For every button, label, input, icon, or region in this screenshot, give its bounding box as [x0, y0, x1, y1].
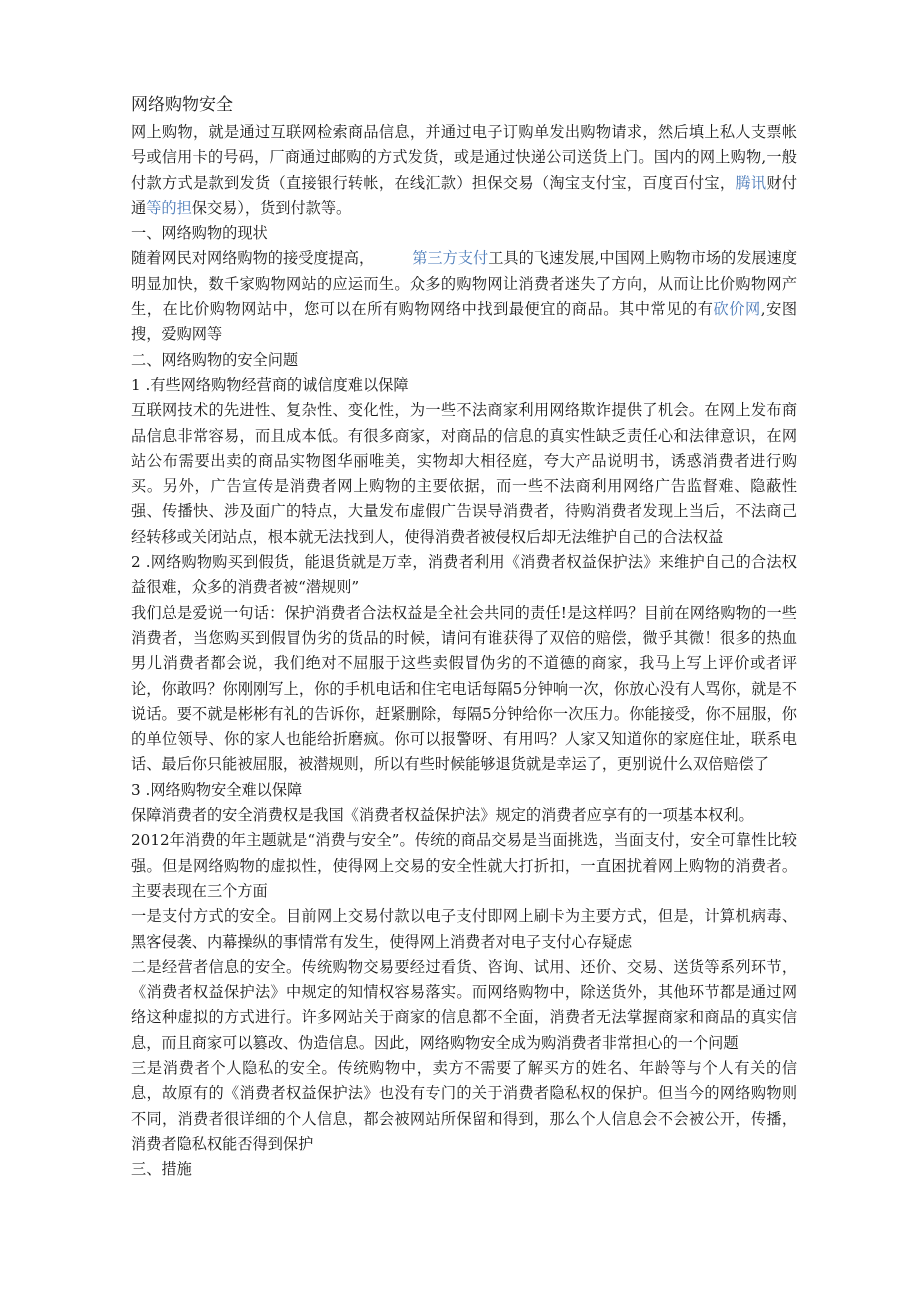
point-payment-security: 一是支付方式的安全。目前网上交易付款以电子支付即网上刷卡为主要方式，但是，计算机病毒、黑客侵袭、内幕操纵的事情常有发生，使得网上消费者对电子支付心存疑虑: [131, 907, 797, 951]
link-kanjia[interactable]: 砍价网: [713, 300, 761, 319]
point-privacy-security: 三是消费者个人隐私的安全。传统购物中，卖方不需要了解买方的姓名、年龄等与个人有关的信息，故原有的《消费者权益保护法》也没有专门的关于消费者隐私权的保护。但当今的网络购物则不同，消费者很详细的个人信息，都会被网站所保留和得到，那么个人信息会不会被公开，传播，消费者隐私权能否得到保护: [131, 1058, 797, 1153]
intro-text-b: 财付通: [131, 173, 798, 217]
link-third-party-payment[interactable]: 第三方支付: [412, 249, 489, 268]
item3-heading: 3 .网络购物安全难以保障: [131, 780, 303, 799]
document-page: [131, 92, 797, 1182]
intro-text-c: 保交易），货到付款等。: [191, 198, 352, 217]
intro-text-a: 网上购物，就是通过互联网检索商品信息，并通过电子订购单发出购物请求，然后填上私人支票帐号或信用卡的号码，厂商通过邮购的方式发货，或是通过快递公司送货上门。国内的网上购物,一般付款方式是款到发货（直接银行转帐，在线汇款）担保交易（淘宝支付宝，百度百付宝，: [131, 123, 797, 192]
point-merchant-info-security: 二是经营者信息的安全。传统购物交易要经过看货、咨询、试用、还价、交易、送货等系列环节，《消费者权益保护法》中规定的知情权容易落实。而网络购物中，除送货外，其他环节都是通过网络这种虚拟的方式进行。许多网站关于商家的信息都不全面，消费者无法掌握商家和商品的真实信息，而且商家可以篡改、伪造信息。因此，网络购物安全成为购消费者非常担心的一个问题: [131, 957, 797, 1052]
section1-heading: 一、网络购物的现状: [131, 224, 268, 243]
item2-paragraph: 我们总是爱说一句话：保护消费者合法权益是全社会共同的责任!是这样吗？目前在网络购物的一些消费者，当您购买到假冒伪劣的货品的时候，请问有谁获得了双倍的赔偿，微乎其微！很多的热血男儿消费者都会说，我们绝对不屈服于这些卖假冒伪劣的不道德的商家，我马上写上评价或者评论，你敢吗？你刚刚写上，你的手机电话和住宅电话每隔5分钟响一次，你放心没有人骂你，就是不说话。要不就是彬彬有礼的告诉你，赶紧删除，每隔5分钟给你一次压力。你能接受，你不屈服，你的单位领导、你的家人也能给折磨疯。你可以报警呀、有用吗？人家又知道你的家庭住址，联系电话、最后你只能被屈服，被潜规则，所以有些时候能够退货就是幸运了，更别说什么双倍赔偿了: [131, 603, 797, 774]
link-tencent[interactable]: 腾讯: [735, 173, 767, 192]
section1-paragraph: [131, 246, 797, 347]
item3-paragraph-2: 2012年消费的年主题就是“消费与安全”。传统的商品交易是当面挑选，当面支付，安全可靠性比较强。但是网络购物的虚拟性，使得网上交易的安全性就大打折扣，一直困扰着网上购物的消费者。主要表现在三个方面: [131, 831, 797, 900]
section1-text-b: 工具的飞速发展,中国网上购物市场的发展速度明显加快，数千家购物网站的应运而生。众多的购物网让消费者迷失了方向，从而让比价购物网产生，在比价购物网站中，您可以在所有购物网络中找到最便宜的商品。其中常见的有: [131, 249, 798, 319]
section3-heading: 三、措施: [131, 1160, 192, 1179]
section2-heading: 二、网络购物的安全问题: [131, 350, 299, 369]
item1-paragraph: 互联网技术的先进性、复杂性、变化性，为一些不法商家利用网络欺诈提供了机会。在网上发布商品信息非常容易，而且成本低。有很多商家，对商品的信息的真实性缺乏责任心和法律意识，在网站公布需要出卖的商品实物图华丽唯美，实物却大相径庭，夸大产品说明书，诱惑消费者进行购买。另外，广告宣传是消费者网上购物的主要依据，而一些不法商利用网络广告监督难、隐蔽性强、传播快、涉及面广的特点，大量发布虚假广告误导消费者，待购消费者发现上当后，不法商己经转移或关闭站点，根本就无法找到人，使得消费者被侵权后却无法维护自己的合法权益: [131, 401, 797, 546]
document-title: 网络购物安全: [131, 95, 233, 115]
item3-paragraph-1: 保障消费者的安全消费权是我国《消费者权益保护法》规定的消费者应享有的一项基本权利。: [131, 806, 754, 825]
section1-text-a: 随着网民对网络购物的接受度提高，: [131, 249, 375, 268]
item1-heading: 1 .有些网络购物经营商的诚信度难以保障: [131, 375, 409, 394]
item2-heading: 2 .网络购物购买到假货，能退货就是万幸，消费者利用《消费者权益保护法》来维护自己的合法权益很难，众多的消费者被“潜规则”: [131, 553, 797, 597]
link-danbao[interactable]: 等的担: [146, 198, 192, 217]
section1-text-c: ,安图搜，爱购网等: [131, 300, 798, 344]
intro-paragraph: [131, 120, 797, 221]
